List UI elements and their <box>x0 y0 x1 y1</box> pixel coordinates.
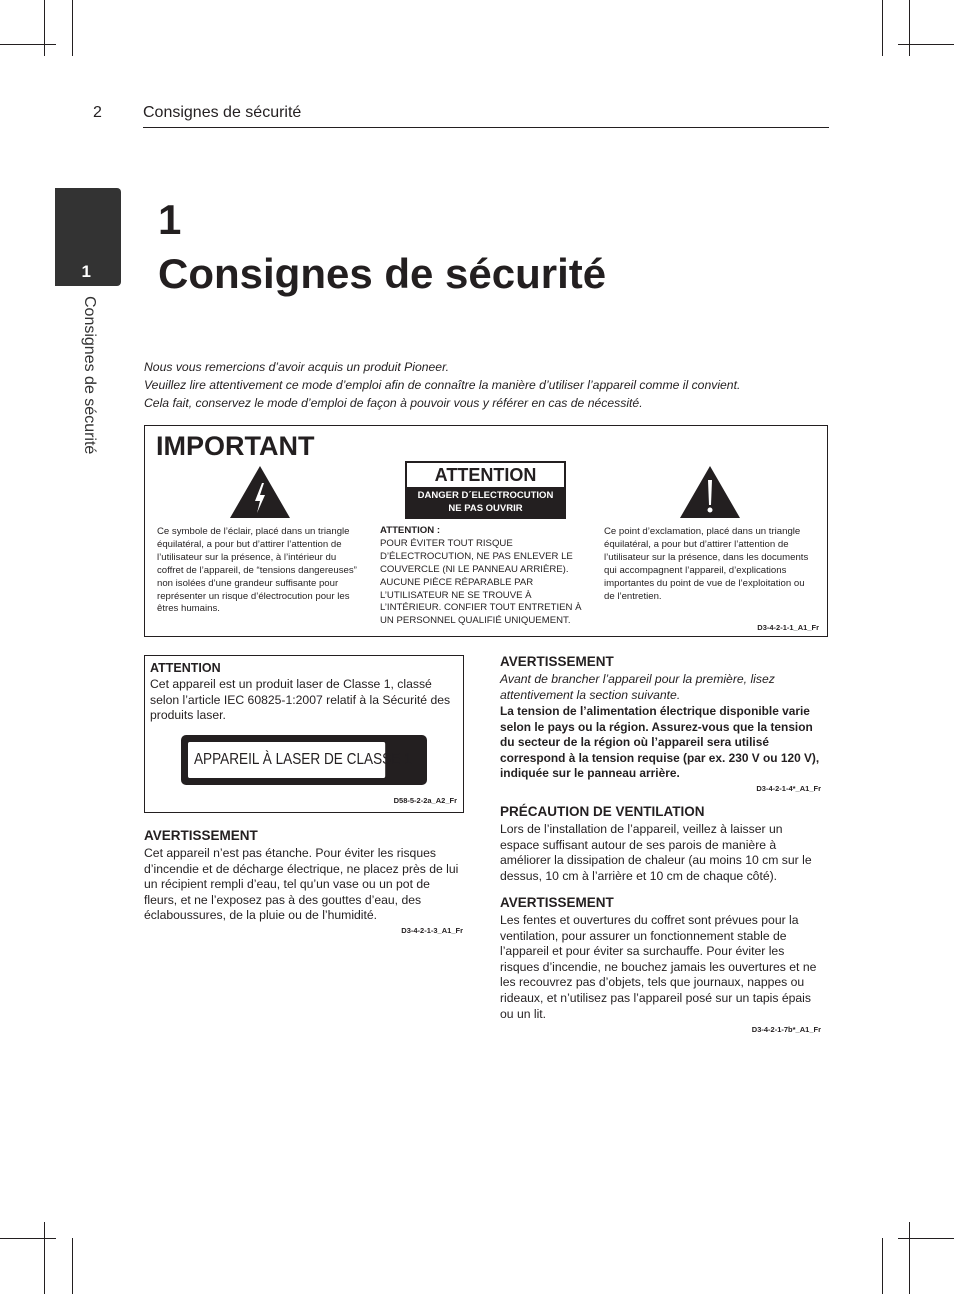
ventilation-heading: PRÉCAUTION DE VENTILATION <box>500 804 705 819</box>
attention-label <box>405 461 566 519</box>
attention-label-line: DANGER D´ELECTROCUTION <box>417 490 554 501</box>
crop-mark <box>0 44 56 45</box>
intro-text <box>144 358 824 412</box>
exclamation-warning-icon <box>679 465 741 519</box>
reference-code: D3-4-2-1-4*_A1_Fr <box>756 784 821 793</box>
power-warning-heading: AVERTISSEMENT <box>500 654 614 669</box>
reference-code: D3-4-2-1-3_A1_Fr <box>401 926 463 935</box>
openings-warning-text: Les fentes et ouvertures du coffret sont prévues pour la ventilation, pour assurer un fonctionnement stable de l’appareil et pour éviter sa surchauffe. Pour éviter les risques d’incendie, ne bouchez jamais les ouvertures et ne les recouvrez pas d’objets, tels que journaux, nappes ou rideaux, et n’utilisez pas l’appareil posé sur un tapis épais ou un lit. <box>500 913 817 1021</box>
page-title: Consignes de sécurité <box>158 250 607 297</box>
crop-mark <box>898 1238 954 1239</box>
running-header: Consignes de sécurité <box>143 104 302 121</box>
attention-explanation <box>380 525 590 628</box>
water-warning-text: Cet appareil n’est pas étanche. Pour éviter les risques d’incendie et de décharge électrique, ne placez près de lui un récipient rempli d’eau, tel qu’un vase ou un pot de fleurs, et ne l’exposez pas à des gouttes d’eau, des éclaboussures, de la pluie ou de l’humidité. <box>144 846 459 923</box>
attention-label-line: NE PAS OUVRIR <box>448 503 523 514</box>
crop-mark <box>909 0 910 56</box>
important-title: IMPORTANT <box>156 431 315 461</box>
water-warning-heading: AVERTISSEMENT <box>144 828 258 843</box>
attention-text: POUR ÉVITER TOUT RISQUE D’ÉLECTROCUTION, NE PAS ENLEVER LE COUVERCLE (NI LE PANNEAU ARRIÈRE). AUCUNE PIÈCE RÉPARABLE PAR L’UTILISATEUR NE SE TROUVE À L’INTÉRIEUR. CONFIER TOUT ENTRETIEN À UN PERSONNEL QUALIFIÉ UNIQUEMENT. <box>380 537 582 627</box>
intro-line: Veuillez lire attentivement ce mode d’emploi afin de connaître la manière d’utiliser l’appareil comme il convient. <box>144 378 741 392</box>
laser-class-label-text: APPAREIL À LASER DE CLASSE 1 <box>188 742 385 778</box>
laser-heading: ATTENTION <box>150 661 221 675</box>
attention-label-title: ATTENTION <box>407 463 564 487</box>
crop-mark <box>898 44 954 45</box>
reference-code: D3-4-2-1-7b*_A1_Fr <box>751 1025 821 1034</box>
crop-mark <box>72 1238 73 1294</box>
laser-text: Cet appareil est un produit laser de Classe 1, classé selon l’article IEC 60825-1:2007 relatif à la Sécurité des produits laser. <box>150 677 451 723</box>
exclamation-explanation: Ce point d’exclamation, placé dans un triangle équilatéral, a pour but d’attirer l’attention de l’utilisateur sur la présence, dans les documents qui accompagnent l’appareil, d’explications importantes du point de vue de l’exploitation ou de l’entretien. <box>604 526 809 602</box>
reference-code: D58-5-2-2a_A2_Fr <box>393 796 457 805</box>
lightning-warning-icon <box>229 465 291 519</box>
attention-heading: ATTENTION : <box>380 525 441 536</box>
reference-code: D3-4-2-1-1_A1_Fr <box>757 623 819 632</box>
intro-line: Cela fait, conservez le mode d’emploi de façon à pouvoir vous y référer en cas de nécessité. <box>144 396 643 410</box>
openings-warning-heading: AVERTISSEMENT <box>500 895 614 910</box>
crop-mark <box>44 1222 45 1294</box>
intro-line: Nous vous remercions d’avoir acquis un produit Pioneer. <box>144 360 450 374</box>
ventilation-text: Lors de l’installation de l’appareil, veillez à laisser un espace suffisant autour de ses parois de manière à améliorer la dissipation de chaleur (au moins 10 cm sur le dessus, 10 cm à l’arrière et 10 cm de chaque côté). <box>500 822 812 883</box>
chapter-tab-number: 1 <box>81 262 91 281</box>
crop-mark <box>44 0 45 56</box>
page-number: 2 <box>93 104 102 121</box>
lightning-explanation: Ce symbole de l’éclair, placé dans un triangle équilatéral, a pour but d’attirer l’attention de l’utilisateur sur la présence, à l’intérieur du coffret de l’appareil, de “tensions dangereuses” non isolées d’une grandeur suffisante pour représenter un risque d’électrocution pour les êtres humains. <box>157 526 357 615</box>
laser-class-label <box>181 735 427 785</box>
power-warning-intro: Avant de brancher l’appareil pour la première, lisez attentivement la section suivante. <box>500 672 775 702</box>
chapter-number: 1 <box>158 196 182 243</box>
chapter-tab-title: Consignes de sécurité <box>81 296 98 455</box>
power-warning-text: La tension de l’alimentation électrique disponible varie selon le pays ou la région. Assurez-vous que la tension du secteur de la région où l’appareil sera utilisé correspond à la tension requise (par ex. 230 V ou 120 V), indiquée sur le panneau arrière. <box>500 704 820 781</box>
header-rule <box>143 127 829 128</box>
crop-mark <box>882 1238 883 1294</box>
crop-mark <box>72 0 73 56</box>
attention-label-subtitle <box>406 489 565 515</box>
crop-mark <box>0 1238 56 1239</box>
crop-mark <box>882 0 883 56</box>
crop-mark <box>909 1222 910 1294</box>
